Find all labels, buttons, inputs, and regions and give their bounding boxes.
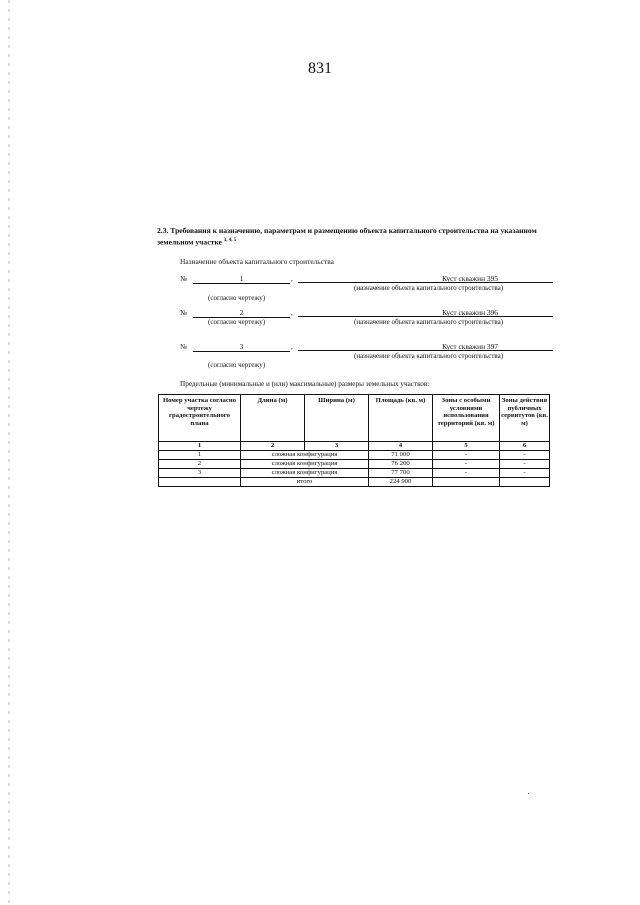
entry-comma: , xyxy=(291,309,293,317)
land-plots-table xyxy=(158,394,550,487)
table-header-cell: Зоны с особыми условиями использования территорий (кв. м) xyxy=(433,395,500,442)
entry-no-label: № xyxy=(180,309,187,317)
table-row xyxy=(159,460,550,469)
table-total-row xyxy=(159,478,550,487)
column-number: 5 xyxy=(433,442,500,451)
entry-object-name: Куст скважин 395 xyxy=(298,274,553,283)
table-row xyxy=(159,469,550,478)
table-header-cell: Ширина (м) xyxy=(305,395,369,442)
lot-number: 1 xyxy=(159,451,241,460)
entry-number: 3 xyxy=(193,342,290,352)
total-empty-cell xyxy=(159,478,241,487)
entry-number: 1 xyxy=(193,274,290,284)
entry-object-name: Куст скважин 396 xyxy=(298,308,553,317)
lot-area: 76 200 xyxy=(369,460,433,469)
column-number: 6 xyxy=(500,442,550,451)
lot-special-zones: - xyxy=(433,451,500,460)
entry-number-caption: (согласно чертежу) xyxy=(208,318,266,326)
entry-number-caption: (согласно чертежу) xyxy=(208,294,266,302)
entry-name-caption: (назначение объекта капитального строительства) xyxy=(354,352,504,360)
column-number: 3 xyxy=(305,442,369,451)
entry-no-label: № xyxy=(180,343,187,351)
table-intro: Предельные (минимальные и (или) максимальные) размеры земельных участков: xyxy=(180,380,430,388)
table-row xyxy=(159,451,550,460)
entry-number: 2 xyxy=(193,308,290,318)
lot-number: 2 xyxy=(159,460,241,469)
column-number: 1 xyxy=(159,442,241,451)
lot-special-zones: - xyxy=(433,469,500,478)
table-header-cell: Номер участка согласно чертежу градостроительного плана xyxy=(159,395,241,442)
entry-name-caption: (назначение объекта капитального строительства) xyxy=(354,318,504,326)
table-header-cell: Длина (м) xyxy=(241,395,305,442)
lot-area: 77 700 xyxy=(369,469,433,478)
total-label: итого xyxy=(241,478,369,487)
lot-servitudes: - xyxy=(500,469,550,478)
total-area: 224 900 xyxy=(369,478,433,487)
footnote-refs: 3, 4, 5 xyxy=(223,237,237,243)
lot-configuration: сложная конфигурация xyxy=(241,460,369,469)
lot-configuration: сложная конфигурация xyxy=(241,451,369,460)
table-header-cell: Площадь (кв. м) xyxy=(369,395,433,442)
entry-number-caption: (согласно чертежу) xyxy=(208,361,266,369)
entry-name-caption: (назначение объекта капитального строительства) xyxy=(354,284,504,292)
section-title-text: 2.3. Требования к назначению, параметрам и размещению объекта капитального строительства на указанном земельном участке xyxy=(157,226,537,247)
section-title xyxy=(157,226,537,247)
entry-object-name: Куст скважин 397 xyxy=(298,342,553,351)
object-heading: Назначение объекта капитального строительства xyxy=(180,257,334,266)
total-empty-cell xyxy=(433,478,500,487)
total-empty-cell xyxy=(500,478,550,487)
column-number: 2 xyxy=(241,442,305,451)
entry-comma: , xyxy=(291,343,293,351)
entry-comma: , xyxy=(291,275,293,283)
lot-number: 3 xyxy=(159,469,241,478)
scan-speck xyxy=(528,793,529,794)
lot-servitudes: - xyxy=(500,451,550,460)
column-number-row xyxy=(159,442,550,451)
entry-no-label: № xyxy=(180,275,187,283)
table-header-row xyxy=(159,395,550,442)
column-number: 4 xyxy=(369,442,433,451)
lot-servitudes: - xyxy=(500,460,550,469)
lot-area: 71 000 xyxy=(369,451,433,460)
page-number: 831 xyxy=(308,60,332,77)
lot-special-zones: - xyxy=(433,460,500,469)
table-header-cell: Зоны действия публичных сервитутов (кв. м) xyxy=(500,395,550,442)
page-edge xyxy=(8,0,10,905)
lot-configuration: сложная конфигурация xyxy=(241,469,369,478)
